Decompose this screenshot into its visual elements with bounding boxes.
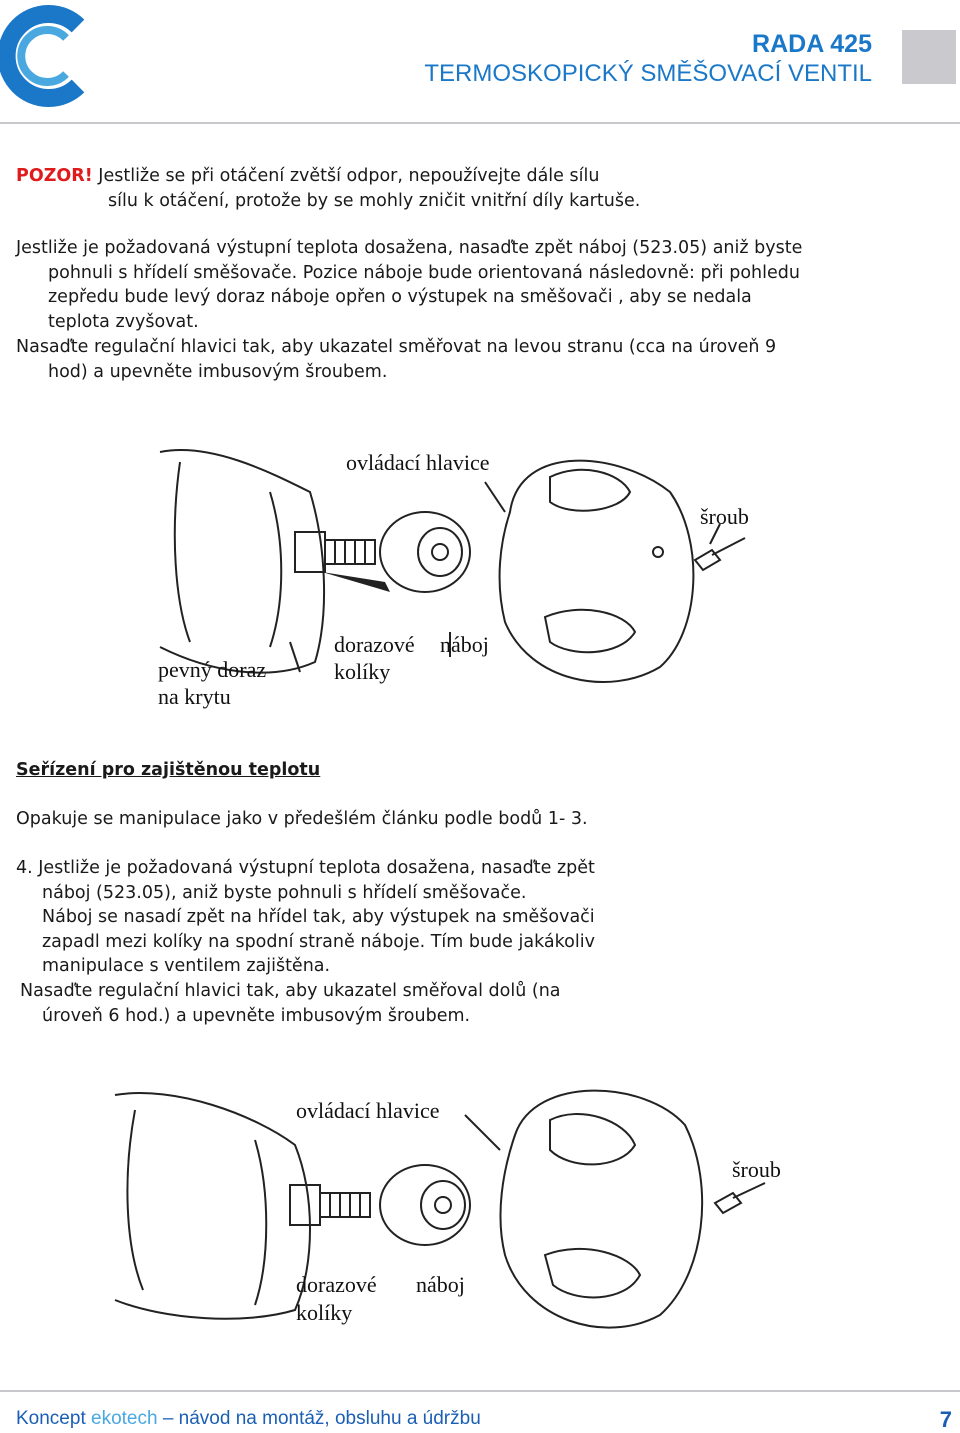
footer-manual-title: – návod na montáž, obsluhu a údržbu: [157, 1408, 481, 1429]
text-line: Nasaďte regulační hlavici tak, aby ukazatel směřovat na levou stranu (cca na úroveň 9: [16, 337, 777, 357]
valve-housing-outline: [115, 1093, 310, 1319]
text-line: 4. Jestliže je požadovaná výstupní teplota dosažena, nasaďte zpět: [16, 858, 595, 878]
text-line: úroveň 6 hod.) a upevněte imbusovým šroubem.: [42, 1005, 471, 1026]
warning-text-line1: Jestliže se při otáčení zvětší odpor, nepoužívejte dále sílu: [92, 166, 600, 186]
step-4: [16, 856, 736, 979]
footer-divider: [0, 1390, 960, 1392]
label-hub: náboj: [440, 632, 489, 657]
text-line: zepředu bude levý doraz náboje opřen o výstupek na směšovači , aby se nedala: [48, 287, 752, 307]
label-control-knob: ovládací hlavice: [346, 450, 490, 475]
paragraph-knob-fit: [16, 335, 946, 384]
page-number: 7: [939, 1407, 952, 1432]
knob-outline: [500, 1091, 702, 1328]
text-line: Nasaďte regulační hlavici tak, aby ukazatel směřoval dolů (na: [20, 981, 561, 1001]
text-line: manipulace s ventilem zajištěna.: [42, 956, 331, 976]
assembly-diagram-1: [150, 432, 790, 732]
hub-outline: [380, 512, 470, 592]
text-line: Náboj se nasadí zpět na hřídel tak, aby výstupek na směšovači: [42, 907, 595, 927]
header-divider: [0, 122, 960, 124]
text-line: pohnuli s hřídelí směšovače. Pozice náboje bude orientovaná následovně: při pohledu: [48, 262, 800, 283]
text-line: náboj (523.05), aniž byste pohnuli s hřídelí směšovače.: [42, 882, 527, 903]
label-screw: šroub: [700, 504, 749, 529]
document-title: RADA 425: [752, 30, 872, 58]
label-control-knob: ovládací hlavice: [296, 1098, 440, 1123]
footer-text: [16, 1408, 481, 1430]
warning-label: POZOR!: [16, 166, 93, 186]
footer-brand-prefix: Koncept: [16, 1408, 91, 1429]
label-stop-pins-line2: kolíky: [334, 659, 391, 684]
header-color-block: [902, 30, 956, 84]
text-line: zapadl mezi kolíky na spodní straně náboje. Tím bude jakákoliv: [42, 931, 595, 952]
hub-outline: [380, 1165, 470, 1245]
warning-text-line2: sílu k otáčení, protože by se mohly zničit vnitřní díly kartuše.: [108, 190, 641, 211]
footer-brand-name: ekotech: [91, 1408, 158, 1429]
knob-outline: [500, 461, 694, 682]
label-screw: šroub: [732, 1157, 781, 1182]
label-stop-pins-line1: dorazové: [296, 1272, 377, 1297]
text-line: teplota zvyšovat.: [48, 311, 199, 332]
paragraph-repeat-steps: Opakuje se manipulace jako v předešlém článku podle bodů 1- 3.: [16, 809, 588, 829]
warning-paragraph: [16, 164, 946, 213]
paragraph-knob-fit-down: [20, 979, 720, 1028]
text-line: hod) a upevněte imbusovým šroubem.: [48, 361, 388, 382]
label-stop-pins-line1: dorazové: [334, 632, 415, 657]
label-stop-pins-line2: kolíky: [296, 1300, 353, 1325]
label-fixed-stop-line2: na krytu: [158, 684, 231, 709]
document-subtitle: TERMOSKOPICKÝ SMĚŠOVACÍ VENTIL: [424, 60, 872, 87]
text-line: Jestliže je požadovaná výstupní teplota dosažena, nasaďte zpět náboj (523.05) aniž byste: [16, 238, 803, 258]
valve-housing-outline: [160, 450, 324, 673]
label-hub: náboj: [416, 1272, 465, 1297]
company-logo: [0, 0, 90, 112]
paragraph-hub-position: [16, 236, 946, 334]
label-fixed-stop-line1: pevný doraz: [158, 657, 267, 682]
section-heading-fixed-temperature: Seřízení pro zajištěnou teplotu: [16, 760, 321, 780]
